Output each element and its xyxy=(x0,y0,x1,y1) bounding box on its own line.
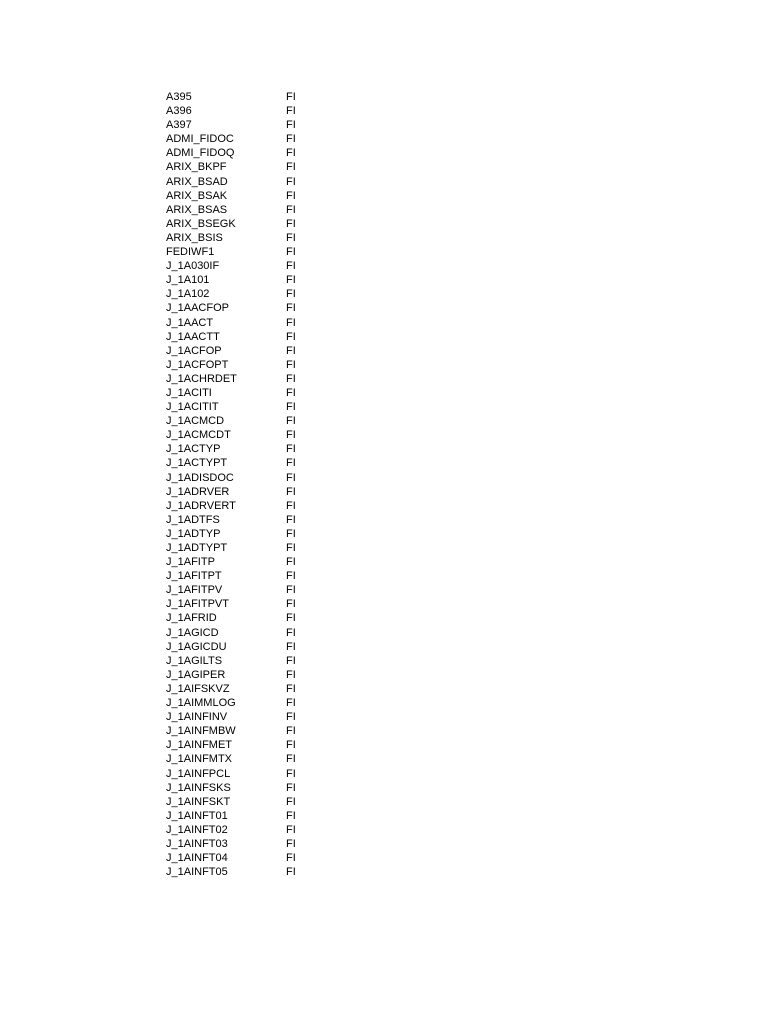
table-row xyxy=(166,231,346,245)
table-row xyxy=(166,767,346,781)
module-cell: FI xyxy=(286,795,296,808)
module-cell: FI xyxy=(286,753,296,766)
module-cell: FI xyxy=(286,739,296,752)
module-cell: FI xyxy=(286,852,296,865)
table-name-cell: J_1AINFSKS xyxy=(166,781,231,794)
table-name-cell: A396 xyxy=(166,105,192,118)
table-row xyxy=(166,372,346,386)
table-row xyxy=(166,414,346,428)
module-cell: FI xyxy=(286,612,296,625)
module-cell: FI xyxy=(286,344,296,357)
table-name-cell: J_1AGILTS xyxy=(166,654,223,667)
module-cell: FI xyxy=(286,668,296,681)
module-cell: FI xyxy=(286,640,296,653)
table-row xyxy=(166,485,346,499)
table-row xyxy=(166,400,346,414)
table-row xyxy=(166,583,346,597)
table-name-cell: J_1AGICD xyxy=(166,626,219,639)
module-cell: FI xyxy=(286,358,296,371)
module-cell: FI xyxy=(286,584,296,597)
table-row xyxy=(166,90,346,104)
module-cell: FI xyxy=(286,570,296,583)
table-name-cell: J_1AACFOP xyxy=(166,302,229,315)
module-cell: FI xyxy=(286,866,296,879)
table-row xyxy=(166,654,346,668)
table-row xyxy=(166,611,346,625)
table-name-cell: J_1A102 xyxy=(166,288,210,301)
table-row xyxy=(166,527,346,541)
table-name-cell: A397 xyxy=(166,119,192,132)
table-row xyxy=(166,865,346,879)
table-row xyxy=(166,330,346,344)
module-cell: FI xyxy=(286,260,296,273)
table-name-cell: ADMI_FIDOC xyxy=(166,133,234,146)
table-row xyxy=(166,710,346,724)
table-name-cell: J_1AINFINV xyxy=(166,711,228,724)
table-row xyxy=(166,273,346,287)
module-cell: FI xyxy=(286,91,296,103)
table-name-cell: J_1AINFT02 xyxy=(166,823,228,836)
table-name-cell: J_1ACTYPT xyxy=(166,457,228,470)
module-cell: FI xyxy=(286,415,296,428)
table-list xyxy=(166,90,346,879)
module-cell: FI xyxy=(286,626,296,639)
module-cell: FI xyxy=(286,527,296,540)
module-cell: FI xyxy=(286,189,296,202)
table-name-cell: J_1AFITP xyxy=(166,556,215,569)
module-cell: FI xyxy=(286,274,296,287)
table-row xyxy=(166,696,346,710)
module-cell: FI xyxy=(286,217,296,230)
table-row xyxy=(166,823,346,837)
table-row xyxy=(166,555,346,569)
table-name-cell: ARIX_BSAK xyxy=(166,189,228,202)
table-row xyxy=(166,569,346,583)
table-name-cell: ADMI_FIDOQ xyxy=(166,147,235,160)
table-row xyxy=(166,682,346,696)
module-cell: FI xyxy=(286,330,296,343)
table-row xyxy=(166,442,346,456)
table-name-cell: J_1AIMMLOG xyxy=(166,697,236,710)
table-name-cell: J_1AFITPT xyxy=(166,570,222,583)
table-row xyxy=(166,316,346,330)
module-cell: FI xyxy=(286,499,296,512)
module-cell: FI xyxy=(286,654,296,667)
table-row xyxy=(166,597,346,611)
module-cell: FI xyxy=(286,147,296,160)
table-row xyxy=(166,344,346,358)
table-name-cell: J_1AIFSKVZ xyxy=(166,682,230,695)
table-name-cell: J_1ACHRDET xyxy=(166,372,237,385)
table-name-cell: J_1ADTYPT xyxy=(166,542,228,554)
module-cell: FI xyxy=(286,302,296,315)
table-row xyxy=(166,217,346,231)
table-row xyxy=(166,513,346,527)
module-cell: FI xyxy=(286,485,296,498)
table-name-cell: J_1ACFOP xyxy=(166,344,222,357)
table-name-cell: J_1ADISDOC xyxy=(166,471,234,484)
table-name-cell: FEDIWF1 xyxy=(166,246,215,259)
table-name-cell: J_1ADTYP xyxy=(166,527,221,540)
module-cell: FI xyxy=(286,443,296,456)
table-name-cell: J_1AINFPCL xyxy=(166,767,231,780)
table-row xyxy=(166,809,346,823)
table-name-cell: J_1A101 xyxy=(166,274,210,287)
module-cell: FI xyxy=(286,401,296,414)
table-name-cell: J_1AINFT03 xyxy=(166,837,228,850)
module-cell: FI xyxy=(286,471,296,484)
module-cell: FI xyxy=(286,231,296,244)
table-row xyxy=(166,668,346,682)
table-name-cell: ARIX_BSAD xyxy=(166,175,228,188)
table-row xyxy=(166,146,346,160)
module-cell: FI xyxy=(286,133,296,146)
module-cell: FI xyxy=(286,119,296,132)
table-row xyxy=(166,795,346,809)
table-row xyxy=(166,471,346,485)
module-cell: FI xyxy=(286,161,296,174)
table-name-cell: J_1ADRVER xyxy=(166,485,230,498)
table-name-cell: J_1AINFMET xyxy=(166,739,233,752)
module-cell: FI xyxy=(286,105,296,118)
table-row xyxy=(166,203,346,217)
table-name-cell: J_1ACITIT xyxy=(166,401,219,414)
table-name-cell: J_1AGICDU xyxy=(166,640,227,653)
table-name-cell: J_1AINFT04 xyxy=(166,852,228,865)
table-row xyxy=(166,259,346,273)
table-name-cell: J_1ACTYP xyxy=(166,443,221,456)
table-name-cell: J_1AGIPER xyxy=(166,668,226,681)
table-row xyxy=(166,851,346,865)
table-row xyxy=(166,301,346,315)
module-cell: FI xyxy=(286,288,296,301)
table-row xyxy=(166,386,346,400)
table-row xyxy=(166,287,346,301)
table-name-cell: ARIX_BSAS xyxy=(166,203,228,216)
table-name-cell: J_1AACT xyxy=(166,316,214,329)
table-row xyxy=(166,358,346,372)
table-name-cell: J_1AINFMBW xyxy=(166,725,236,738)
table-name-cell: J_1AINFMTX xyxy=(166,753,233,766)
module-cell: FI xyxy=(286,598,296,611)
table-row xyxy=(166,245,346,259)
module-cell: FI xyxy=(286,781,296,794)
table-row xyxy=(166,626,346,640)
table-row xyxy=(166,499,346,513)
module-cell: FI xyxy=(286,372,296,385)
table-row xyxy=(166,175,346,189)
table-name-cell: J_1AFITPVT xyxy=(166,598,229,611)
table-row xyxy=(166,132,346,146)
table-row xyxy=(166,118,346,132)
table-name-cell: ARIX_BSIS xyxy=(166,231,223,244)
table-name-cell: ARIX_BSEGK xyxy=(166,217,236,230)
table-row xyxy=(166,104,346,118)
table-row xyxy=(166,781,346,795)
table-row xyxy=(166,428,346,442)
table-row xyxy=(166,738,346,752)
table-name-cell: J_1ACFOPT xyxy=(166,358,229,371)
module-cell: FI xyxy=(286,837,296,850)
module-cell: FI xyxy=(286,767,296,780)
module-cell: FI xyxy=(286,809,296,822)
module-cell: FI xyxy=(286,386,296,399)
module-cell: FI xyxy=(286,542,296,554)
table-name-cell: J_1ACITI xyxy=(166,386,212,399)
module-cell: FI xyxy=(286,725,296,738)
table-name-cell: J_1ADTFS xyxy=(166,513,220,526)
table-row xyxy=(166,189,346,203)
table-row xyxy=(166,456,346,470)
table-name-cell: J_1AINFT01 xyxy=(166,809,228,822)
table-row xyxy=(166,837,346,851)
module-cell: FI xyxy=(286,203,296,216)
module-cell: FI xyxy=(286,682,296,695)
table-name-cell: J_1AINFT05 xyxy=(166,866,228,879)
module-cell: FI xyxy=(286,823,296,836)
module-cell: FI xyxy=(286,316,296,329)
table-name-cell: J_1AACTT xyxy=(166,330,220,343)
table-name-cell: J_1AINFSKT xyxy=(166,795,231,808)
module-cell: FI xyxy=(286,246,296,259)
table-row xyxy=(166,541,346,555)
table-name-cell: J_1AFITPV xyxy=(166,584,223,597)
module-cell: FI xyxy=(286,697,296,710)
module-cell: FI xyxy=(286,711,296,724)
table-name-cell: A395 xyxy=(166,91,192,103)
table-name-cell: J_1ACMCD xyxy=(166,415,225,428)
module-cell: FI xyxy=(286,175,296,188)
table-name-cell: J_1A030IF xyxy=(166,260,220,273)
module-cell: FI xyxy=(286,513,296,526)
table-name-cell: ARIX_BKPF xyxy=(166,161,227,174)
table-name-cell: J_1ADRVERT xyxy=(166,499,236,512)
table-name-cell: J_1AFRID xyxy=(166,612,217,625)
table-row xyxy=(166,160,346,174)
module-cell: FI xyxy=(286,457,296,470)
table-row xyxy=(166,724,346,738)
module-cell: FI xyxy=(286,556,296,569)
module-cell: FI xyxy=(286,429,296,442)
table-row xyxy=(166,640,346,654)
table-name-cell: J_1ACMCDT xyxy=(166,429,231,442)
table-row xyxy=(166,752,346,766)
